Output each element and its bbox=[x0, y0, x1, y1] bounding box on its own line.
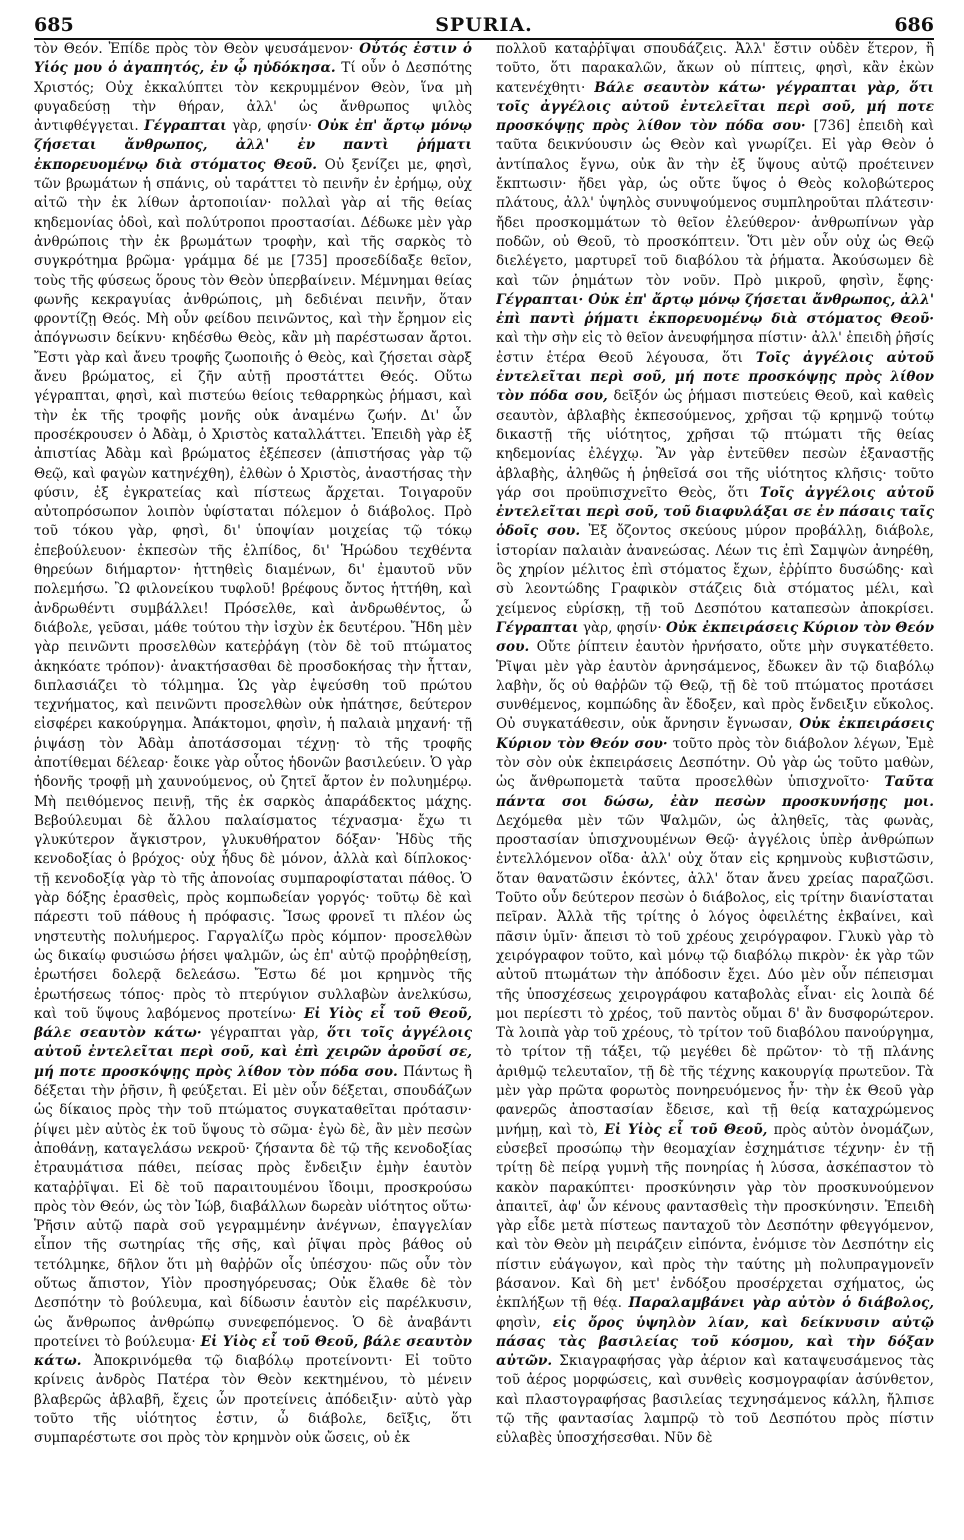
scripture-quote: Γέγραπται· Οὐκ ἐπ' ἄρτῳ μόνῳ ζήσεται ἄνθρωπος, ἀλλ' ἐπὶ παντὶ ῥήματι ἐκπορευομένῳ διὰ στόματος Θεοῦ· bbox=[496, 291, 934, 328]
running-head: SPURIA. bbox=[435, 14, 533, 36]
scripture-quote: Ταῦτα πάντα σοι δώσω, ἐὰν πεσὼν προσκυνήσῃς μοι. bbox=[496, 774, 934, 810]
scripture-quote: Παραλαμβάνει γὰρ αὐτὸν ὁ διάβολος, bbox=[628, 1295, 934, 1312]
scripture-quote: Βάλε σεαυτὸν κάτω· γέγραπται γὰρ, ὅτι τοῖς ἀγγέλοις αὐτοῦ ἐντελεῖται περὶ σοῦ, μή ποτε προσκόψῃς πρὸς λίθον τὸν πόδα σου· bbox=[496, 79, 934, 135]
body-text: φησὶν, bbox=[496, 1314, 553, 1331]
scripture-quote: Οὐκ ἐπ' ἄρτῳ μόνῳ ζήσεται ἄνθρωπος, ἀλλ' ἐν παντὶ ῥήματι ἐκπορευομένῳ διὰ στόματος Θεοῦ. bbox=[34, 118, 472, 173]
scripture-quote: Τοῖς ἀγγέλοις αὐτοῦ ἐντελεῖται περὶ σοῦ, τοῦ διαφυλάξαι σε ἐν πάσαις ταῖς ὁδοῖς σου. bbox=[496, 484, 934, 540]
scripture-quote: Οὐκ ἐκπειράσεις Κύριον τὸν Θεόν σου. bbox=[496, 619, 934, 656]
text-columns bbox=[34, 40, 934, 1532]
body-text: Ἐξ ὄζοντος σκεύους μύρον προβάλλῃ, διάβολε, ἱστορίαν παλαιὰν ἀνανεώσας. Λέων τις ἐπὶ Σαμψὼν ἀνηρέθη, ὃς χηρίον μέλιτος ἐπὶ στόματος ἔχων, ἐῤῥίπτο δυσώδης· καὶ σὺ λεοντώδης Γραφικὸν στάζεις διὰ στόματος μέλι, καὶ χείμενος εὑρίσκῃ, τῇ τοῦ Δεσπότου καταπεσὼν ἀποκρίσει. bbox=[496, 523, 934, 617]
scripture-quote: Εἰ Υἱὸς εἶ τοῦ Θεοῦ, βάλε σεαυτὸν κάτω· bbox=[34, 1005, 472, 1042]
body-text: καὶ τὴν σὴν εἰς τὸ θεῖον ἀνευφήμησα πίστιν· ἀλλ' ἐπειδὴ ῥῆσίς ἐστιν ἑτέρα Θεοῦ λέγουσα, ὅτι bbox=[496, 330, 934, 366]
body-text: Οὐ ξενίζει με, φησὶ, τῶν βρωμάτων ἡ σπάνις, οὐ ταράττει τὸ πεινῆν ἐν ἐρήμῳ, οὐχ αἰτῶ τὴν ἐκ λίθων ἀρτοποιίαν· πολλαὶ γὰρ αἱ τῆς θείας κηδεμονίας ὁδοὶ, καὶ πολύτροποι προστασίαι. Δέδωκε μὲν γὰρ ἀνθρώποις τὴν ἐκ βρωμάτων τροφὴν, καὶ τῆς σαρκὸς τὸ συγκρότημα βρῶμα· γράμμα δέ με [735] προσεδίδαξε θεῖον, τοὺς τῆς φύσεως ὅρους τὸν Θεὸν ὑπερβαίνειν. Μέμνημαι θείας φωνῆς κεκραγυίας ἀνθρώποις, μὴ δεδιέναι πεινῆν, ὅταν φροντίζῃ Θεός. Μὴ οὖν φείδου πεινῶντος, καὶ τὴν ἔρημον εἰς ἀπόγνωσιν δείκνυ· κηδέσθω Θεὸς, κἂν μὴ παρέστωσαν ἄρτοι. Ἔστι γὰρ καὶ ἄνευ τροφῆς ζωοποιῆς ὁ Θεὸς, καὶ ζήσεται σὰρξ ἄνευ βρώματος, εἰ ζῆν αὐτῇ προστάττει Θεός. Οὕτω γέγραπται, φησὶ, καὶ πιστεύω θείοις τεθαρρηκὼς ῥήμασι, καὶ τὴν ἐκ τῆς τροφῆς μονῆς οὐκ ἀναμένω ζωήν. Δι' ὧν προσέκρουσεν ὁ Ἀδὰμ, ὁ Χριστὸς καταλλάττει. Ἐπειδὴ γὰρ ἐξ ἀπιστίας Ἀδὰμ καὶ βρώματος ἐξέπεσεν (ἀπιστήσας γὰρ τῷ Θεῷ, καὶ φαγὼν κατηνέχθη), ἐλθὼν ὁ Χριστὸς, ἀναστήσας τὴν φύσιν, ἐξ ἐγκρατείας καὶ πίστεως ἄρχεται. Τοιγαροῦν αὐτοπρόσωπον λοιπὸν ὑφίσταται πόλεμον ὁ διάβολος. Πρὸ τοῦ τόκου γὰρ, φησὶ, δι' ὑποψίαν μοιχείας τῷ τόκῳ ἐπεβούλευον· ἐκπεσὼν τῆς ἐλπίδος, δι' Ἡρώδου τεχθέντα θηρεύων διήμαρτον· ἡττηθεὶς διαμένων, δι' ἐμαυτοῦ νῦν πολεμήσω. Ὢ φιλονείκου τυφλοῦ! βρέφους ὄντος ἡττήθη, καὶ ἀνδρωθέντι συμβάλλει! Πρόσελθε, καὶ ἀνδρωθέντος, ὦ διάβολε, γεῦσαι, μάθε τούτου τὴν ἰσχὺν ἐκ δευτέρου. Ἤδη μὲν γὰρ πεινῶντι προσελθὼν κατεῤῥάγη (τὸν δὲ τοῦ πτώματος ἀκηκόατε τρόπον)· ἀνακτήσασθαι δὲ προσδοκήσας τὴν ἧτταν, διπλασιάζει τὸ τόλμημα. Ὡς γὰρ ἐψεύσθη τοῦ πρώτου τεχνήματος, καὶ πεινῶντι προσελθὼν οὐκ ἠπάτησε, δεύτερον εἰσφέρει κακούργημα. Ἀπάκτομοι, φησὶν, ἡ παλαιὰ μηχανή· τῇ ῥιψάσῃ τὸν Ἀδὰμ ἀποτάσσομαι τέχνῃ· τὸ τῆς τροφῆς ἀποτίθεμαι δέλεαρ· ἔοικε γὰρ οὗτος ἡδονῶν βασιλεύειν. Ὁ γὰρ ἡδονῆς τροφῇ μὴ χαυνούμενος, οὐ ζητεῖ ἄρτον ἐν πολυημέρῳ. Μὴ πειθόμενος πεινῇ, τῆς ἐκ σαρκὸς ἀπαράδεκτος μάχης. Βεβούλευμαι δὲ ἄλλου παλαίσματος τέχνασμα· ἔχω τι γλυκύτερον ἄγκιστρον, γλυκυθήρατον δόξαν· Ἡδὺς τῆς κενοδοξίας ὁ βρόχος· οὐχ ἧδυς δὲ μόνον, ἀλλὰ καὶ δίπλοκος· τῇ κενοδοξίᾳ γὰρ τὸ τῆς ἀπονοίας συμπαροφίσταται πάθος. Ὁ γὰρ δόξης ἐρασθεὶς, πρὸς κομπωδείαν γοργός· τοῦτῳ δὲ καὶ πάρεστι τοῦ πάθους ἡ πρόφασις. Ἴσως φρονεῖ τι πλέον ὡς νηστευτὴς πολυήμερος. Γαργαλίζω πρὸς κόμπον· προσελθὼν ὡς δικαίῳ φυσιώσω ῥήσει ψαλμῶν, ὡς ἐπ' αὐτῷ προῤῥηθείσῃ, ἐρωτήσει δολερᾷ δελεάσω. Ἔστω δέ μοι κρημνὸς τῆς ἐρωτήσεως τόπος· πρὸς τὸ πτερύγιον συλλαβὼν ἀνελκύσω, καὶ τοῦ ὕψους λαβόμενος προτείνω· bbox=[34, 156, 472, 1022]
body-text: [736] ἐπειδὴ καὶ ταῦτα δεικνύουσιν ὡς Θεὸν καὶ γνωρίζει. Εἰ γὰρ Θεὸν ὁ ἀντίπαλος ἔγνω, οὐκ ἂν τὴν ἐξ ὕψους αὐτῷ προέτεινεν ἔκπτωσιν· ἤδει γὰρ, ὡς οὔτε ὕψος ὁ Θεὸς κολοβώτερος πλάτους, ἀλλ' ὑψηλὸς συνυψούμενος συμπληροῦται πλάτεσιν· ἤδει προσκομμάτων τὸ θεῖον ἐλεύθερον· ἀνθρωπίνων γὰρ ποδῶν, οὐ Θεοῦ, τὸ προσκόπτειν. Ὅτι μὲν οὖν οὐχ ὡς Θεῷ διελέγετο, μαρτυρεῖ τοῦ διαβόλου τὰ ῥήματα. Ἀκούσωμεν δὲ καὶ τῶν ῥημάτων τὸν νοῦν. Πρὸ μικροῦ, φησὶν, ἔφης· bbox=[496, 118, 934, 289]
scripture-quote: Οὐκ ἐκπειράσεις Κύριον τὸν Θεόν σου· bbox=[496, 716, 934, 752]
scripture-quote: Οὗτός ἐστιν ὁ Υἱός μου ὁ ἀγαπητός, ἐν ᾧ ηὐδόκησα. bbox=[34, 41, 472, 77]
body-text: Πάντως ἢ δέξεται τὴν ῥῆσιν, ἢ φεύξεται. Εἰ μὲν οὖν δέξεται, σπουδάζων ὡς δίκαιος πρὸς τὴν τοῦ πτώματος συγκαταθεῖται πρότασιν· ῥίψει μὲν αὐτὸς ἐκ τοῦ ὕψους τὸ σῶμα· ἐγὼ δὲ, ἂν μὲν πεσὼν ἀποθάνῃ, καταγελάσω νεκροῦ· ζήσαντα δὲ τῷ τῆς κενοδοξίας ἐτραυμάτισα πάθει, πείσας πρὸς ἔνδειξιν ἐμὴν ἑαυτὸν καταῤῥῖψαι. Εἰ δὲ τοῦ παραιτουμένου ἴδοιμι, προσκρούσω πρὸς τὸν Θεόν, ὡς τὸν Ἰώβ, διαβάλλων δωρεὰν υἱότητος οὕτω· Ῥῆσιν αὐτῷ παρὰ σοῦ γεγραμμένην ἀνέγνων, ἐπαγγελίαν εἶπον τῆς σωτηρίας τῆς σῆς, καὶ ῥῖψαι πρὸς βάθος οὐ τετόλμηκε, δῆλον ὅτι μὴ θαῤῥῶν οἷς ὑπέσχου· πῶς οὖν τὸν οὕτως ἄπιστον, Υἱὸν προσηγόρευσας; Οὐκ ἔλαθε δὲ τὸν Δεσπότην τὸ βούλευμα, καὶ δίδωσιν ἑαυτὸν εἰς παρέλκυσιν, ὡς ἄνθρωπος ἀνθρώπῳ συνεφεπόμενος. Ὁ δὲ ἀναβάντι προτείνει τὸ βούλευμα· bbox=[34, 1063, 472, 1350]
body-text: Δεχόμεθα μὲν τῶν Ψαλμῶν, ὡς ἀληθεῖς, τὰς φωνὰς, προστασίαν ὑπισχνουμένων Θεῷ· ἀγγέλοις ὑπὲρ ἀνθρώπων ἐντελλόμενον οἴδα· ἀλλ' οὐχ ὅταν εἰς κρημνοὺς κυβιστῶσιν, ὅταν θανατῶσιν ἑκόντες, ἀλλ' ὅταν ἄνευ χρείας παραζῶσι. Τοῦτο οὖν δεύτερον πεσὼν ὁ διάβολος, εἰς τρίτην διανίσταται πεῖραν. Ἀλλὰ τῆς τρίτης ὁ λόγος ὀφειλέτης ἐκβαίνει, καὶ πᾶσιν ὑμῖν· ἄπεισι τὸ τοῦ χρέους χειρόγραφον. Γλυκὺ γὰρ τὸ χειρόγραφον τοῦτο, καὶ μόνῳ τῷ διαβόλῳ πικρὸν· ἐκ γὰρ τῶν αὐτοῦ πτωμάτων τὴν ἀπόδοσιν ἔχει. Δύο μὲν οὖν πέπεισμαι τῆς ὑποσχέσεως χειρογράφου καταβολὰς εἶναι· εἰς λοιπὰ δέ μοι περίεστι τὸ χρέος, τοῦ παντὸς οὔμαι δ' ἂν δυσφορώτερον. Τὰ λοιπὰ γὰρ τοῦ χρέους, τὸ τρίτον τοῦ διαβόλου πανούργημα, τὸ τρίτον τῇ τάξει, τῷ μεγέθει δὲ πρῶτον· τὸ τῇ πλάνης ἀριθμῷ τελευταῖον, τῇ δὲ τῆς τέχνης κακουργίᾳ πρωτεῦον. Τὰ μὲν γὰρ πρῶτα φορωτὸς πονηρευόμενος ἦν· τὴν ἐκ Θεοῦ γὰρ φανερῶς ἀποστασίαν ἔδεισε, καὶ τῇ θείᾳ καταχρώμενος μνήμῃ, καὶ τὸ, bbox=[496, 812, 934, 1138]
body-text: γέγραπται γὰρ, bbox=[201, 1025, 327, 1042]
left-column bbox=[34, 40, 472, 1532]
page-number-right: 686 bbox=[894, 14, 934, 36]
body-text: γὰρ, φησίν· bbox=[226, 118, 318, 135]
body-text: Οὔτε ῥίπτειν ἑαυτὸν ἠρνήσατο, οὔτε μὴν συγκατέθετο. Ῥῖψαι μὲν γὰρ ἑαυτὸν ἀρνησάμενος, ἔδωκεν ἂν τῷ διαβόλῳ λαβὴν, ὅς οὐ θαῤῥῶν τῷ Θεῷ, τῇ δὲ τοῦ πτώματος προτάσει συνθέμενος, κομπώδης ἂν ἔδοξεν, καὶ πρὸς ἔνδειξιν εὔκολος. Οὐ συγκατάθεσιν, οὐκ ἄρνησιν ἔγνωσαν, bbox=[496, 639, 934, 733]
right-column bbox=[496, 40, 934, 1532]
body-text: Σκιαγραφήσας γὰρ ἀέριον καὶ καταψευσάμενος τὰς τοῦ ἀέρος μορφώσεις, καὶ συνθεὶς κοσμογραφίαν ἀσύνθετον, καὶ πλαστογραφήσας βασιλείας τεχνησάμενος κάλλη, ἤλπισε τῷ τῆς φαντασίας λαμπρῷ τὸ τοῦ Δεσπότου πρὸς πίστιν εὐλαβὲς ὑποσχήσεσθαι. Νῦν δὲ bbox=[496, 1353, 934, 1447]
page-header bbox=[34, 8, 934, 40]
scripture-quote: Γέγραπται bbox=[144, 118, 227, 135]
body-text: δεῖξόν ὡς ῥήμασι πιστεύεις Θεοῦ, καὶ καθεὶς σεαυτὸν, ἀβλαβὴς ἐκπεσούμενος, χρῆσαι τῷ κρημνῷ τούτῳ δικαστῇ τῆς υἱότητος, χρῆσαι τῷ πτώματι τῆς θείας κηδεμονίας ἐλέγχῳ. Ἂν γὰρ ἐντεῦθεν πεσὼν ἐξαναστῇς ἀβλαβὴς, ἀληθῶς ἡ ῥηθεῖσά σοι τῆς υἱότητος κλῆσις· τοῦτο γάρ σοι προϋπισχνεῖτο Θεὸς, ὅτι bbox=[496, 388, 934, 501]
body-text: τοῦτο πρὸς τὸν διάβολον λέγων, Ἐμὲ τὸν σὸν οὐκ ἐκπειράσεις Δεσπότην. Οὐ γὰρ ὡς τοῦτο μαθὼν, ὡς ἄνθρωπομετὰ ταῦτα προσελθὼν ὑπισχνοῖτο· bbox=[496, 735, 934, 791]
body-text: τὸν Θεόν. Ἐπίδε πρὸς τὸν Θεὸν ψευσάμενον· bbox=[34, 41, 360, 57]
body-text: γὰρ, φησίν· bbox=[578, 619, 667, 636]
scripture-quote: ὅτι τοῖς ἀγγέλοις αὐτοῦ ἐντελεῖται περὶ σοῦ, καὶ ἐπὶ χειρῶν ἀροῦσί σε, μή ποτε προσκόψῃς πρὸς λίθον τὸν πόδα σου. bbox=[34, 1025, 472, 1080]
body-text: Τί οὖν ὁ Δεσπότης Χριστός; Οὐχ ἐκκαλύπτει τὸν κεκρυμμένον Θεὸν, ἵνα μὴ φυγαδεύσῃ τὴν θήραν, ἀλλ' ὡς ἄνθρωπος ψιλὸς ἀντιφθέγγεται. bbox=[34, 60, 472, 135]
scripture-quote: Τοῖς ἀγγέλοις αὐτοῦ ἐντελεῖται περὶ σοῦ, μή ποτε προσκόψῃς πρὸς λίθον τὸν πόδα σου, bbox=[496, 349, 934, 405]
left-column-text bbox=[34, 40, 472, 1449]
scripture-quote: Εἰ Υἱὸς εἶ τοῦ Θεοῦ, βάλε σεαυτὸν κάτω. bbox=[34, 1333, 472, 1370]
scripture-quote: Εἰ Υἱὸς εἶ τοῦ Θεοῦ, bbox=[604, 1121, 768, 1138]
scripture-quote: εἰς ὄρος ὑψηλὸν λίαν, καὶ δείκνυσιν αὐτῷ πάσας τὰς βασιλείας τοῦ κόσμου, καὶ τὴν δόξαν αὐτῶν. bbox=[496, 1314, 934, 1370]
page-number-left: 685 bbox=[34, 14, 74, 36]
right-column-text bbox=[496, 40, 934, 1449]
body-text: πρὸς αὐτὸν ὀνομάζων, εὐσεβεῖ προσώπῳ τὴν θεομαχίαν ἐσχημάτισε τέχνην· ἐν τῇ τρίτῃ δὲ πείρᾳ γυμνὴ τῆς πονηρίας ἡ λύσσα, ἀσκέπαστον τὸ κακὸν παρακύπτει· προσκύνησιν γὰρ τὸν προσκυνούμενον ἀπαιτεῖ, ἀφ' ὧν κένους φαντασθεὶς τὴν προσκύνησιν. Ἐπειδὴ γὰρ εἶδε μετὰ πίστεως πανταχοῦ τὸν Δεσπότην φθεγγόμενον, καὶ τὸν Θεὸν μὴ πειράζειν εἰπόντα, ἐνόμισε τὸν Δεσπότην εἰς πίστιν εὐάγωγον, καὶ πρὸς τὴν ταύτης μὴ πολυπραγμονεῖν βάσανον. Καὶ δὴ μετ' ἐνδόξου προσέρχεται σχήματος, ὡς ἐκπλήξων τῇ θέᾳ. bbox=[496, 1121, 934, 1312]
scripture-quote: Γέγραπται bbox=[496, 619, 579, 636]
body-text: πολλοῦ καταῤῥῖψαι σπουδάζεις. Ἀλλ' ἔστιν οὐδὲν ἕτερον, ἢ τοῦτο, ὅτι παρακαλῶν, ἄκων οὐ πίπτεις, φησὶ, κἂν ἐκὼν κατενέχθητι· bbox=[496, 41, 934, 96]
body-text: Ἀποκρινόμεθα τῷ διαβόλῳ προτείνοντι· Εἰ τοῦτο κρίνεις ἀνδρὸς Πατέρα τὸν Θεὸν κεκτημένου, τὸ μένειν βλαβερῶς ἀβλαβῆ, ἔχεις ὧν προτείνεις ἀπόδειξιν· αὐτὸ γὰρ τοῦτο τῆς υἱότητος ἐστιν, ὦ διάβολε, δεῖξις, ὅτι συμπαρέστωτε σοι πρὸς τὸν κρημνὸν οὐκ ὤσεις, οὐ ἐκ bbox=[34, 1353, 472, 1447]
